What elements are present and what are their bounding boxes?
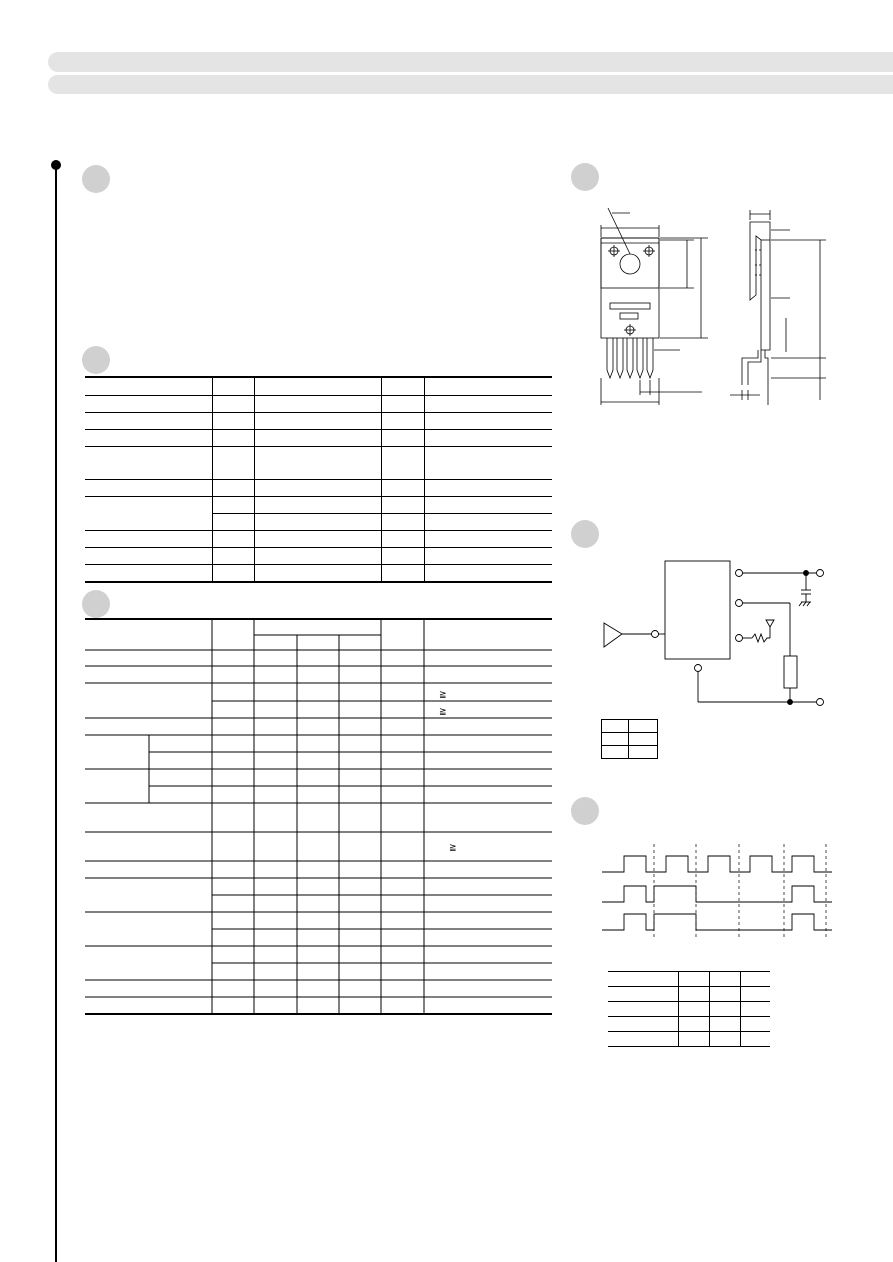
section-marker-timing [571, 797, 599, 825]
table-row [85, 531, 552, 548]
table-row [85, 413, 552, 430]
table-row [608, 987, 770, 1002]
header-bar-top [48, 52, 893, 72]
table-row [85, 480, 552, 497]
table-row [608, 1017, 770, 1032]
table-row [602, 720, 658, 733]
ge-symbol-3: ≧ [449, 842, 457, 852]
table-row [608, 1002, 770, 1017]
table-row [602, 746, 658, 759]
table-row [608, 1032, 770, 1047]
table-row [85, 548, 552, 565]
left-rule-dot [51, 160, 61, 170]
section-marker-features [82, 165, 110, 193]
section-marker-electrical [82, 590, 110, 618]
table-row [85, 430, 552, 447]
left-vertical-rule [55, 165, 57, 1262]
table-row [85, 447, 552, 480]
absolute-maximum-ratings-table [85, 376, 552, 583]
section-marker-absolute-max [82, 346, 110, 374]
timing-chart [600, 842, 835, 942]
section-marker-circuit [571, 520, 599, 548]
output-state-table [608, 971, 770, 1047]
package-outline-drawing [590, 200, 830, 415]
table-row [602, 733, 658, 746]
table-row [85, 514, 552, 531]
table-row [608, 972, 770, 987]
table-row [85, 377, 552, 396]
table-row [85, 497, 552, 514]
section-marker-outline [571, 163, 599, 191]
table-row [85, 396, 552, 413]
ge-symbol-1: ≧ [439, 689, 447, 699]
ge-symbol-2: ≧ [439, 706, 447, 716]
table-row [85, 565, 552, 583]
input-state-table [601, 719, 658, 759]
electrical-characteristics-table [85, 618, 553, 1018]
header-bar-bottom [48, 75, 893, 94]
